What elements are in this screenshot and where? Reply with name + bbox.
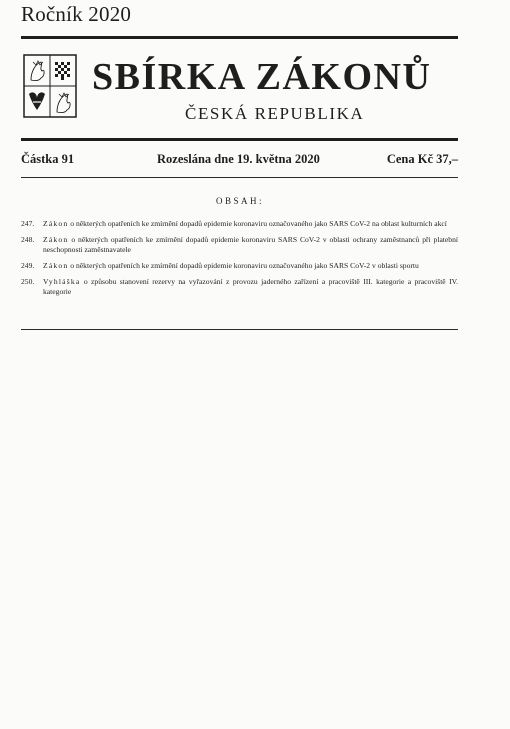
- item-number: 248.: [21, 235, 35, 244]
- item-kind: Zákon: [43, 261, 69, 270]
- item-text: o některých opatřeních ke zmírnění dopadů epidemie koronaviru označovaného jako SARS CoV-2 na oblast kulturních akcí: [68, 219, 447, 228]
- contents-item: [21, 219, 458, 229]
- issue-part: Částka 91: [21, 152, 75, 166]
- issue-published-date: Rozeslána dne 19. května 2020: [157, 152, 320, 166]
- volume-year: Ročník 2020: [21, 2, 132, 26]
- header-top-rule: [21, 36, 458, 39]
- contents-heading: OBSAH:: [215, 196, 264, 206]
- czech-state-coat-of-arms-icon: [23, 54, 77, 118]
- contents-item: [21, 261, 458, 271]
- item-number: 247.: [21, 219, 35, 228]
- contents-item: [21, 277, 458, 297]
- page-title: SBÍRKA ZÁKONŮ: [92, 56, 432, 98]
- header-bottom-rule: [21, 138, 458, 141]
- meta-rule: [21, 177, 458, 178]
- item-number: 249.: [21, 261, 35, 270]
- item-number: 250.: [21, 277, 35, 286]
- item-kind: Zákon: [43, 219, 69, 228]
- page-subtitle: ČESKÁ REPUBLIKA: [185, 104, 365, 123]
- item-text: o způsobu stanovení rezervy na vyřazování z provozu jaderného zařízení a pracoviště III. kategorie a pracoviště IV. kategorie: [43, 277, 458, 296]
- item-text: o některých opatřeních ke zmírnění dopadů epidemie koronaviru označovaného jako SARS CoV-2 v oblasti sportu: [68, 261, 419, 270]
- issue-price: Cena Kč 37,–: [386, 152, 458, 166]
- item-kind: Zákon: [43, 235, 69, 244]
- contents-item: [21, 235, 458, 255]
- contents-bottom-rule: [21, 329, 458, 330]
- item-text: o některých opatřeních ke zmírnění dopadů epidemie koronaviru SARS CoV-2 v oblasti ochrany zaměstnanců při platební neschopnosti zaměstnavatele: [43, 235, 458, 254]
- item-kind: Vyhláška: [43, 277, 81, 286]
- contents-list: [21, 219, 458, 303]
